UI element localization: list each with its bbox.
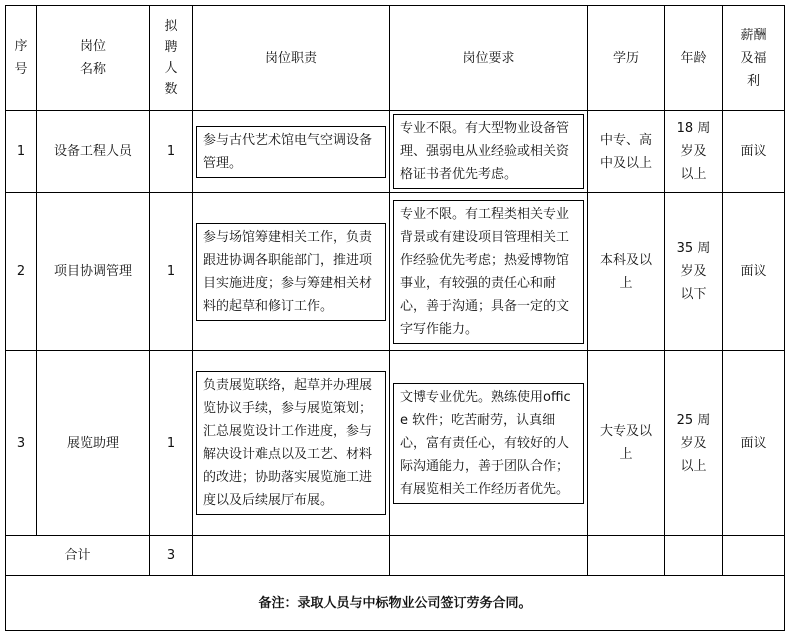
total-row bbox=[6, 536, 785, 576]
row-age: 35 周 岁及 以下 bbox=[665, 193, 723, 351]
header-education: 学历 bbox=[588, 6, 665, 111]
header-count: 拟 聘 人 数 bbox=[150, 6, 193, 111]
row-requirement: 专业不限。有工程类相关专业背景或有建设项目管理相关工作经验优先考虑；热爱博物馆事业，有较强的责任心和耐心，善于沟通；具备一定的文字写作能力。 bbox=[393, 200, 584, 344]
header-duty: 岗位职责 bbox=[193, 6, 390, 111]
header-age: 年龄 bbox=[665, 6, 723, 111]
total-empty-cell bbox=[588, 536, 665, 576]
row-requirement-cell bbox=[390, 111, 588, 193]
row-requirement-cell bbox=[390, 351, 588, 536]
table-row bbox=[6, 351, 785, 536]
table-row bbox=[6, 111, 785, 193]
row-duty: 参与古代艺术馆电气空调设备管理。 bbox=[196, 126, 386, 178]
table-note: 备注：录取人员与中标物业公司签订劳务合同。 bbox=[6, 576, 785, 631]
total-label: 合计 bbox=[6, 536, 150, 576]
row-seq: 1 bbox=[6, 111, 37, 193]
row-duty: 负责展览联络，起草并办理展览协议手续，参与展览策划；汇总展览设计工作进度，参与解决设计难点以及工艺、材料的改进；协助落实展览施工进度以及后续展厅布展。 bbox=[196, 371, 386, 515]
total-empty-cell bbox=[665, 536, 723, 576]
row-age: 18 周 岁及 以上 bbox=[665, 111, 723, 193]
recruitment-table-frame bbox=[5, 5, 784, 620]
row-duty-cell bbox=[193, 351, 390, 536]
total-empty-cell bbox=[390, 536, 588, 576]
row-age: 25 周 岁及 以上 bbox=[665, 351, 723, 536]
row-position: 展览助理 bbox=[37, 351, 150, 536]
row-duty-cell bbox=[193, 193, 390, 351]
row-count: 1 bbox=[150, 351, 193, 536]
row-requirement: 专业不限。有大型物业设备管理、强弱电从业经验或相关资格证书者优先考虑。 bbox=[393, 114, 584, 189]
total-empty-cell bbox=[723, 536, 785, 576]
row-salary: 面议 bbox=[723, 351, 785, 536]
row-education: 中专、高 中及以上 bbox=[588, 111, 665, 193]
row-salary: 面议 bbox=[723, 193, 785, 351]
total-empty-cell bbox=[193, 536, 390, 576]
row-seq: 3 bbox=[6, 351, 37, 536]
row-duty-cell bbox=[193, 111, 390, 193]
row-position: 项目协调管理 bbox=[37, 193, 150, 351]
row-position: 设备工程人员 bbox=[37, 111, 150, 193]
header-position: 岗位 名称 bbox=[37, 6, 150, 111]
recruitment-table bbox=[5, 5, 785, 631]
row-count: 1 bbox=[150, 111, 193, 193]
header-requirement: 岗位要求 bbox=[390, 6, 588, 111]
row-education: 本科及以 上 bbox=[588, 193, 665, 351]
row-salary: 面议 bbox=[723, 111, 785, 193]
header-salary: 薪酬 及福 利 bbox=[723, 6, 785, 111]
row-requirement-cell bbox=[390, 193, 588, 351]
table-row bbox=[6, 193, 785, 351]
note-row bbox=[6, 576, 785, 631]
header-row bbox=[6, 6, 785, 111]
total-count: 3 bbox=[150, 536, 193, 576]
row-count: 1 bbox=[150, 193, 193, 351]
row-education: 大专及以 上 bbox=[588, 351, 665, 536]
row-duty: 参与场馆筹建相关工作，负责跟进协调各职能部门，推进项目实施进度；参与筹建相关材料的起草和修订工作。 bbox=[196, 223, 386, 321]
row-requirement: 文博专业优先。熟练使用office 软件；吃苦耐劳，认真细心，富有责任心，有较好的人际沟通能力，善于团队合作；有展览相关工作经历者优先。 bbox=[393, 383, 584, 504]
header-seq: 序 号 bbox=[6, 6, 37, 111]
row-seq: 2 bbox=[6, 193, 37, 351]
